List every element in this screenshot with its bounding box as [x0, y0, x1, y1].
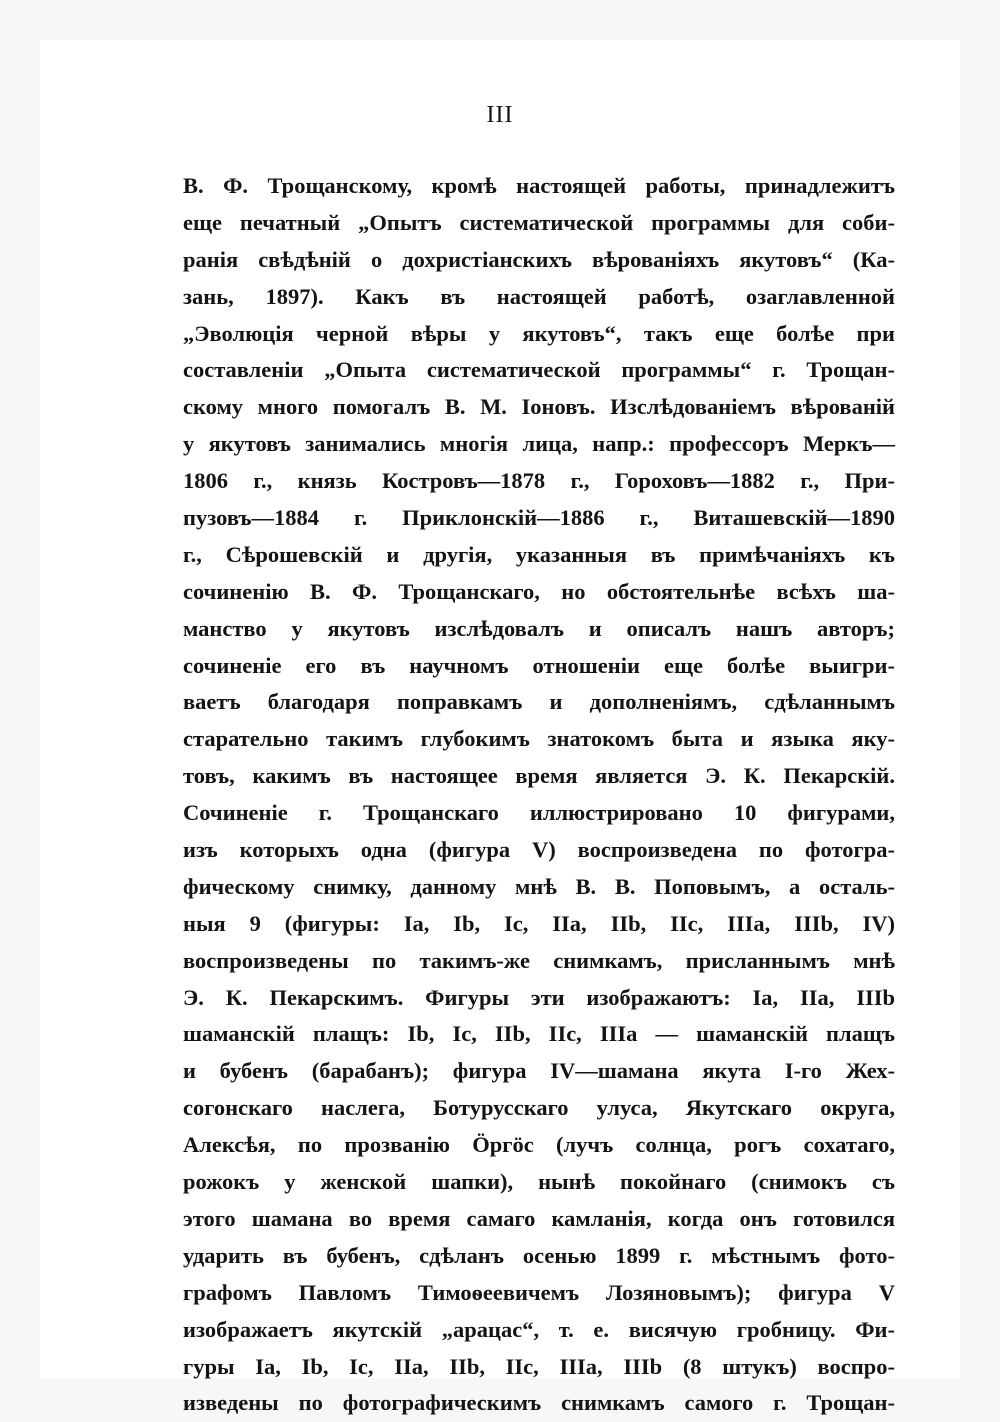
text-line: старательно такимъ глубокимъ знатокомъ быта и языка яку- — [183, 726, 895, 752]
text-line: ваетъ благодаря поправкамъ и дополненіямъ, сдѣланнымъ — [183, 689, 895, 715]
text-line: зань, 1897). Какъ въ настоящей работѣ, озаглавленной — [183, 283, 895, 309]
document-page — [40, 40, 960, 1416]
text-line: этого шамана во время самаго камланія, когда онъ готовился — [183, 1205, 895, 1231]
text-line: сочиненію В. Ф. Трощанскаго, но обстоятельнѣе всѣхъ ша- — [183, 578, 895, 604]
text-line: фическому снимку, данному мнѣ В. В. Поповымъ, а осталь- — [183, 873, 895, 899]
text-line: составленіи „Опыта систематической программы“ г. Трощан- — [183, 357, 895, 383]
text-line: „Эволюція черной вѣры у якутовъ“, такъ еще болѣе при — [183, 320, 895, 346]
text-line: еще печатный „Опытъ систематической программы для соби- — [183, 209, 895, 235]
text-line: изведены по фотографическимъ снимкамъ самого г. Трощан- — [183, 1390, 895, 1416]
text-line: г., Сѣрошевскій и другія, указанныя въ примѣчаніяхъ къ — [183, 541, 895, 567]
text-line: скому много помогалъ В. М. Іоновъ. Изслѣдованіемъ вѣрованій — [183, 394, 895, 420]
text-line: ранія свѣдѣній о дохристіанскихъ вѣрованіяхъ якутовъ“ (Ка- — [183, 246, 895, 272]
text-line: манство у якутовъ изслѣдовалъ и описалъ нашъ авторъ; — [183, 615, 895, 641]
text-line: согонскаго наслега, Ботурусскаго улуса, Якутскаго округа, — [183, 1095, 895, 1121]
text-line: В. Ф. Трощанскому, кромѣ настоящей работы, принадлежитъ — [183, 173, 895, 198]
text-line: шаманскій плащъ: Ib, Ic, IIb, IIc, IIIa — шаманскій плащъ — [183, 1021, 895, 1047]
text-line: 1806 г., князь Костровъ—1878 г., Гороховъ—1882 г., При- — [183, 468, 895, 494]
text-line: графомъ Павломъ Тимоѳеевичемъ Лозяновымъ); фигура V — [183, 1279, 895, 1305]
page-number: III — [486, 102, 514, 128]
text-line: воспроизведены по такимъ-же снимкамъ, присланнымъ мнѣ — [183, 947, 895, 973]
text-line: гуры Ia, Ib, Ic, IIa, IIb, IIc, IIIa, IIIb (8 штукъ) воспро- — [183, 1353, 895, 1379]
text-line: пузовъ—1884 г. Приклонскій—1886 г., Виташевскій—1890 — [183, 505, 895, 531]
text-line: ударить въ бубенъ, сдѣланъ осенью 1899 г. мѣстнымъ фото- — [183, 1242, 895, 1268]
text-line: Сочиненіе г. Трощанскаго иллюстрировано 10 фигурами, — [183, 800, 895, 826]
text-line: и бубенъ (барабанъ); фигура IV—шамана якута I-го Жех- — [183, 1058, 895, 1084]
text-line: рожокъ у женской шапки), нынѣ покойнаго (снимокъ съ — [183, 1169, 895, 1195]
text-line: товъ, какимъ въ настоящее время является Э. К. Пекарскій. — [183, 763, 895, 789]
text-line: у якутовъ занимались многія лица, напр.: профессоръ Меркъ— — [183, 431, 895, 457]
text-line: Э. К. Пекарскимъ. Фигуры эти изображаютъ: Ia, IIa, IIIb — [183, 984, 895, 1010]
text-line: ныя 9 (фигуры: Ia, Ib, Ic, IIa, IIb, IIc, IIIa, IIIb, IV) — [183, 910, 895, 936]
body-text — [183, 168, 895, 1422]
text-line: изображаетъ якутскій „арацас“, т. е. висячую гробницу. Фи- — [183, 1316, 895, 1342]
text-line: изъ которыхъ одна (фигура V) воспроизведена по фотогра- — [183, 837, 895, 863]
text-line: Алексѣя, по прозванію Ӧргӧс (лучъ солнца, рогъ сохатаго, — [183, 1132, 895, 1158]
text-line: сочиненіе его въ научномъ отношеніи еще болѣе выигри- — [183, 652, 895, 678]
